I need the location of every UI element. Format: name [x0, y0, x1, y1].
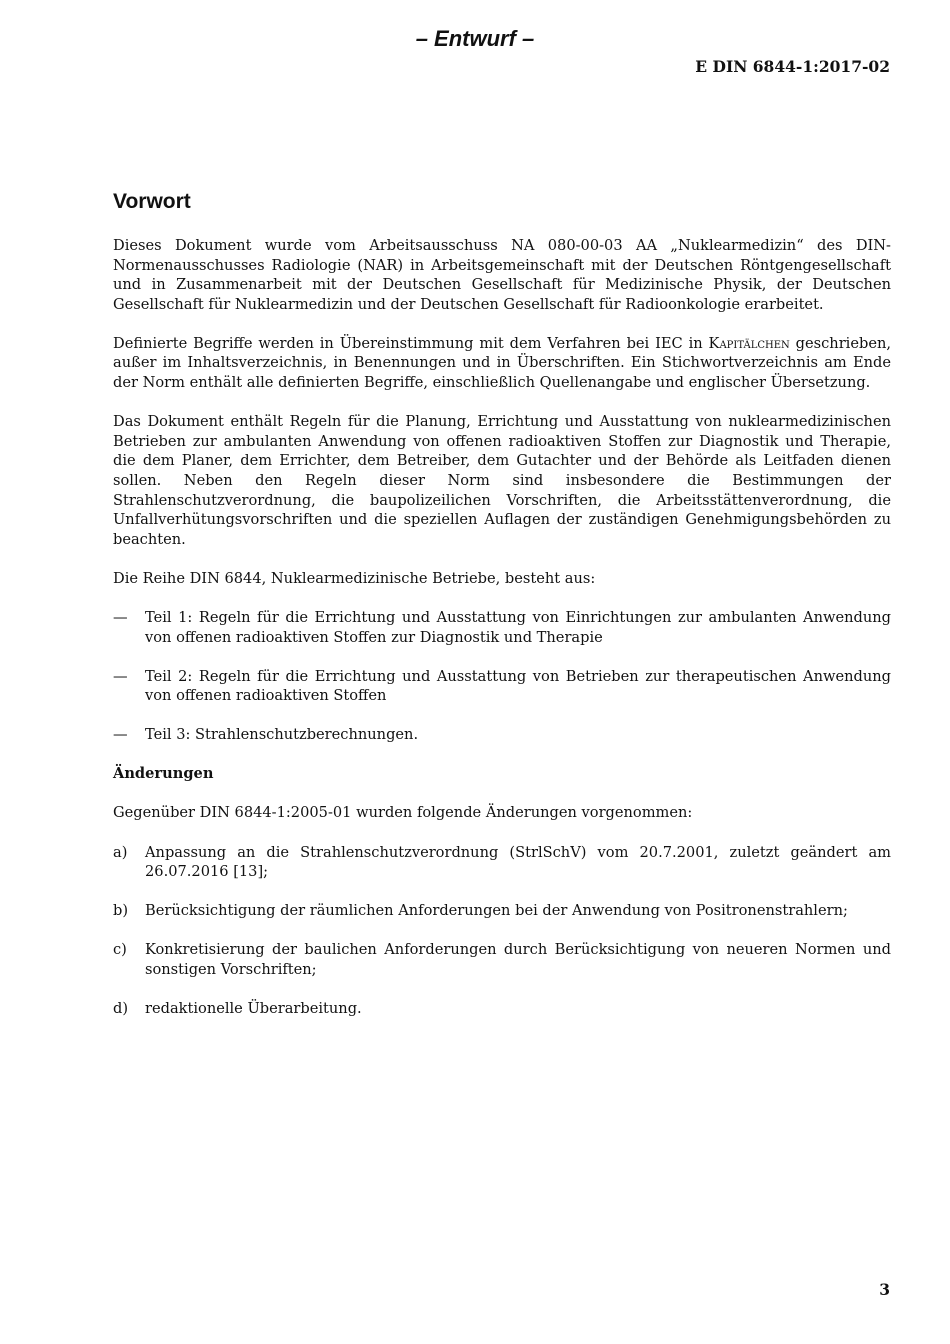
- list-text: Teil 2: Regeln für die Errichtung und Ausstattung von Betrieben zur therapeutischen Anwendung von offenen radioaktiven Stoffen: [145, 667, 891, 705]
- list-item-change-a: [113, 843, 891, 882]
- foreword-title: Vorwort: [113, 190, 191, 213]
- changes-title: Änderungen: [113, 765, 214, 783]
- page-number: 3: [879, 1280, 890, 1299]
- list-text: Teil 1: Regeln für die Errichtung und Ausstattung von Einrichtungen zur ambulanten Anwendung von offenen radioaktiven Stoffen zur Diagnostik und Therapie: [145, 608, 891, 646]
- list-item-part-3: [113, 725, 891, 745]
- list-text: Berücksichtigung der räumlichen Anforderungen bei der Anwendung von Positronenstrahlern;: [145, 902, 848, 920]
- list-item-change-d: [113, 999, 891, 1019]
- changes-intro: Gegenüber DIN 6844-1:2005-01 wurden folgende Änderungen vorgenommen:: [113, 804, 693, 822]
- p2-before: Definierte Begriffe werden in Übereinstimmung mit dem Verfahren bei IEC in: [113, 334, 709, 352]
- draft-label: – Entwurf –: [415, 26, 535, 51]
- list-text: redaktionelle Überarbeitung.: [145, 1000, 362, 1018]
- foreword-paragraph-2: [113, 334, 891, 393]
- list-text: Konkretisierung der baulichen Anforderungen durch Berücksichtigung von neueren Normen und sonstigen Vorschriften;: [145, 941, 891, 978]
- page-content: [113, 188, 891, 1038]
- list-dash: —: [113, 608, 128, 626]
- list-letter: c): [113, 941, 127, 959]
- list-letter: b): [113, 902, 129, 920]
- p2-smallcaps: Kapitälchen: [708, 334, 790, 352]
- list-item-change-c: [113, 940, 891, 979]
- list-item-part-1: [113, 608, 891, 647]
- foreword-paragraph-4: Die Reihe DIN 6844, Nuklearmedizinische Betriebe, besteht aus:: [113, 569, 596, 587]
- list-text: Teil 3: Strahlenschutzberechnungen.: [145, 726, 419, 744]
- list-text: Anpassung an die Strahlenschutzverordnung (StrlSchV) vom 20.7.2001, zuletzt geändert am 26.07.2016 [13];: [145, 843, 891, 881]
- list-letter: d): [113, 1000, 129, 1018]
- list-dash: —: [113, 667, 128, 685]
- foreword-paragraph-3: Das Dokument enthält Regeln für die Planung, Errichtung und Ausstattung von nuklearmedizinischen Betrieben zur ambulanten Anwendung von offenen radioaktiven Stoffen zur Diagnostik und Therapie, die dem Planer, dem Errichter, dem Betreiber, dem Gutachter und der Behörde als Leitfaden dienen sollen. Neben den Regeln dieser Norm sind insbesondere die Bestimmungen der Strahlenschutzverordnung, die baupolizeilichen Vorschriften, die Arbeitsstättenverordnung, die Unfallverhütungsvorschriften und die speziellen Auflagen der zuständigen Genehmigungsbehörden zu beachten.: [113, 413, 891, 548]
- foreword-paragraph-1: Dieses Dokument wurde vom Arbeitsausschuss NA 080-00-03 AA „Nuklearmedizin“ des DIN-Normenausschusses Radiologie (NAR) in Arbeitsgemeinschaft mit der Deutschen Röntgengesellschaft und in Zusammenarbeit mit der Deutschen Gesellschaft für Medizinische Physik, der Deutschen Gesellschaft für Nuklearmedizin und der Deutschen Gesellschaft für Radioonkologie erarbeitet.: [113, 237, 891, 313]
- p2-after: geschrieben, außer im Inhaltsverzeichnis, in Benennungen und in Überschriften. Ein Stichwortverzeichnis am Ende der Norm enthält alle definierten Begriffe, einschließlich Quellenangabe und englischer Übersetzung.: [113, 334, 891, 392]
- list-dash: —: [113, 726, 128, 744]
- list-letter: a): [113, 843, 128, 861]
- list-item-change-b: [113, 901, 891, 921]
- list-item-part-2: [113, 667, 891, 706]
- document-number: E DIN 6844-1:2017-02: [695, 57, 890, 76]
